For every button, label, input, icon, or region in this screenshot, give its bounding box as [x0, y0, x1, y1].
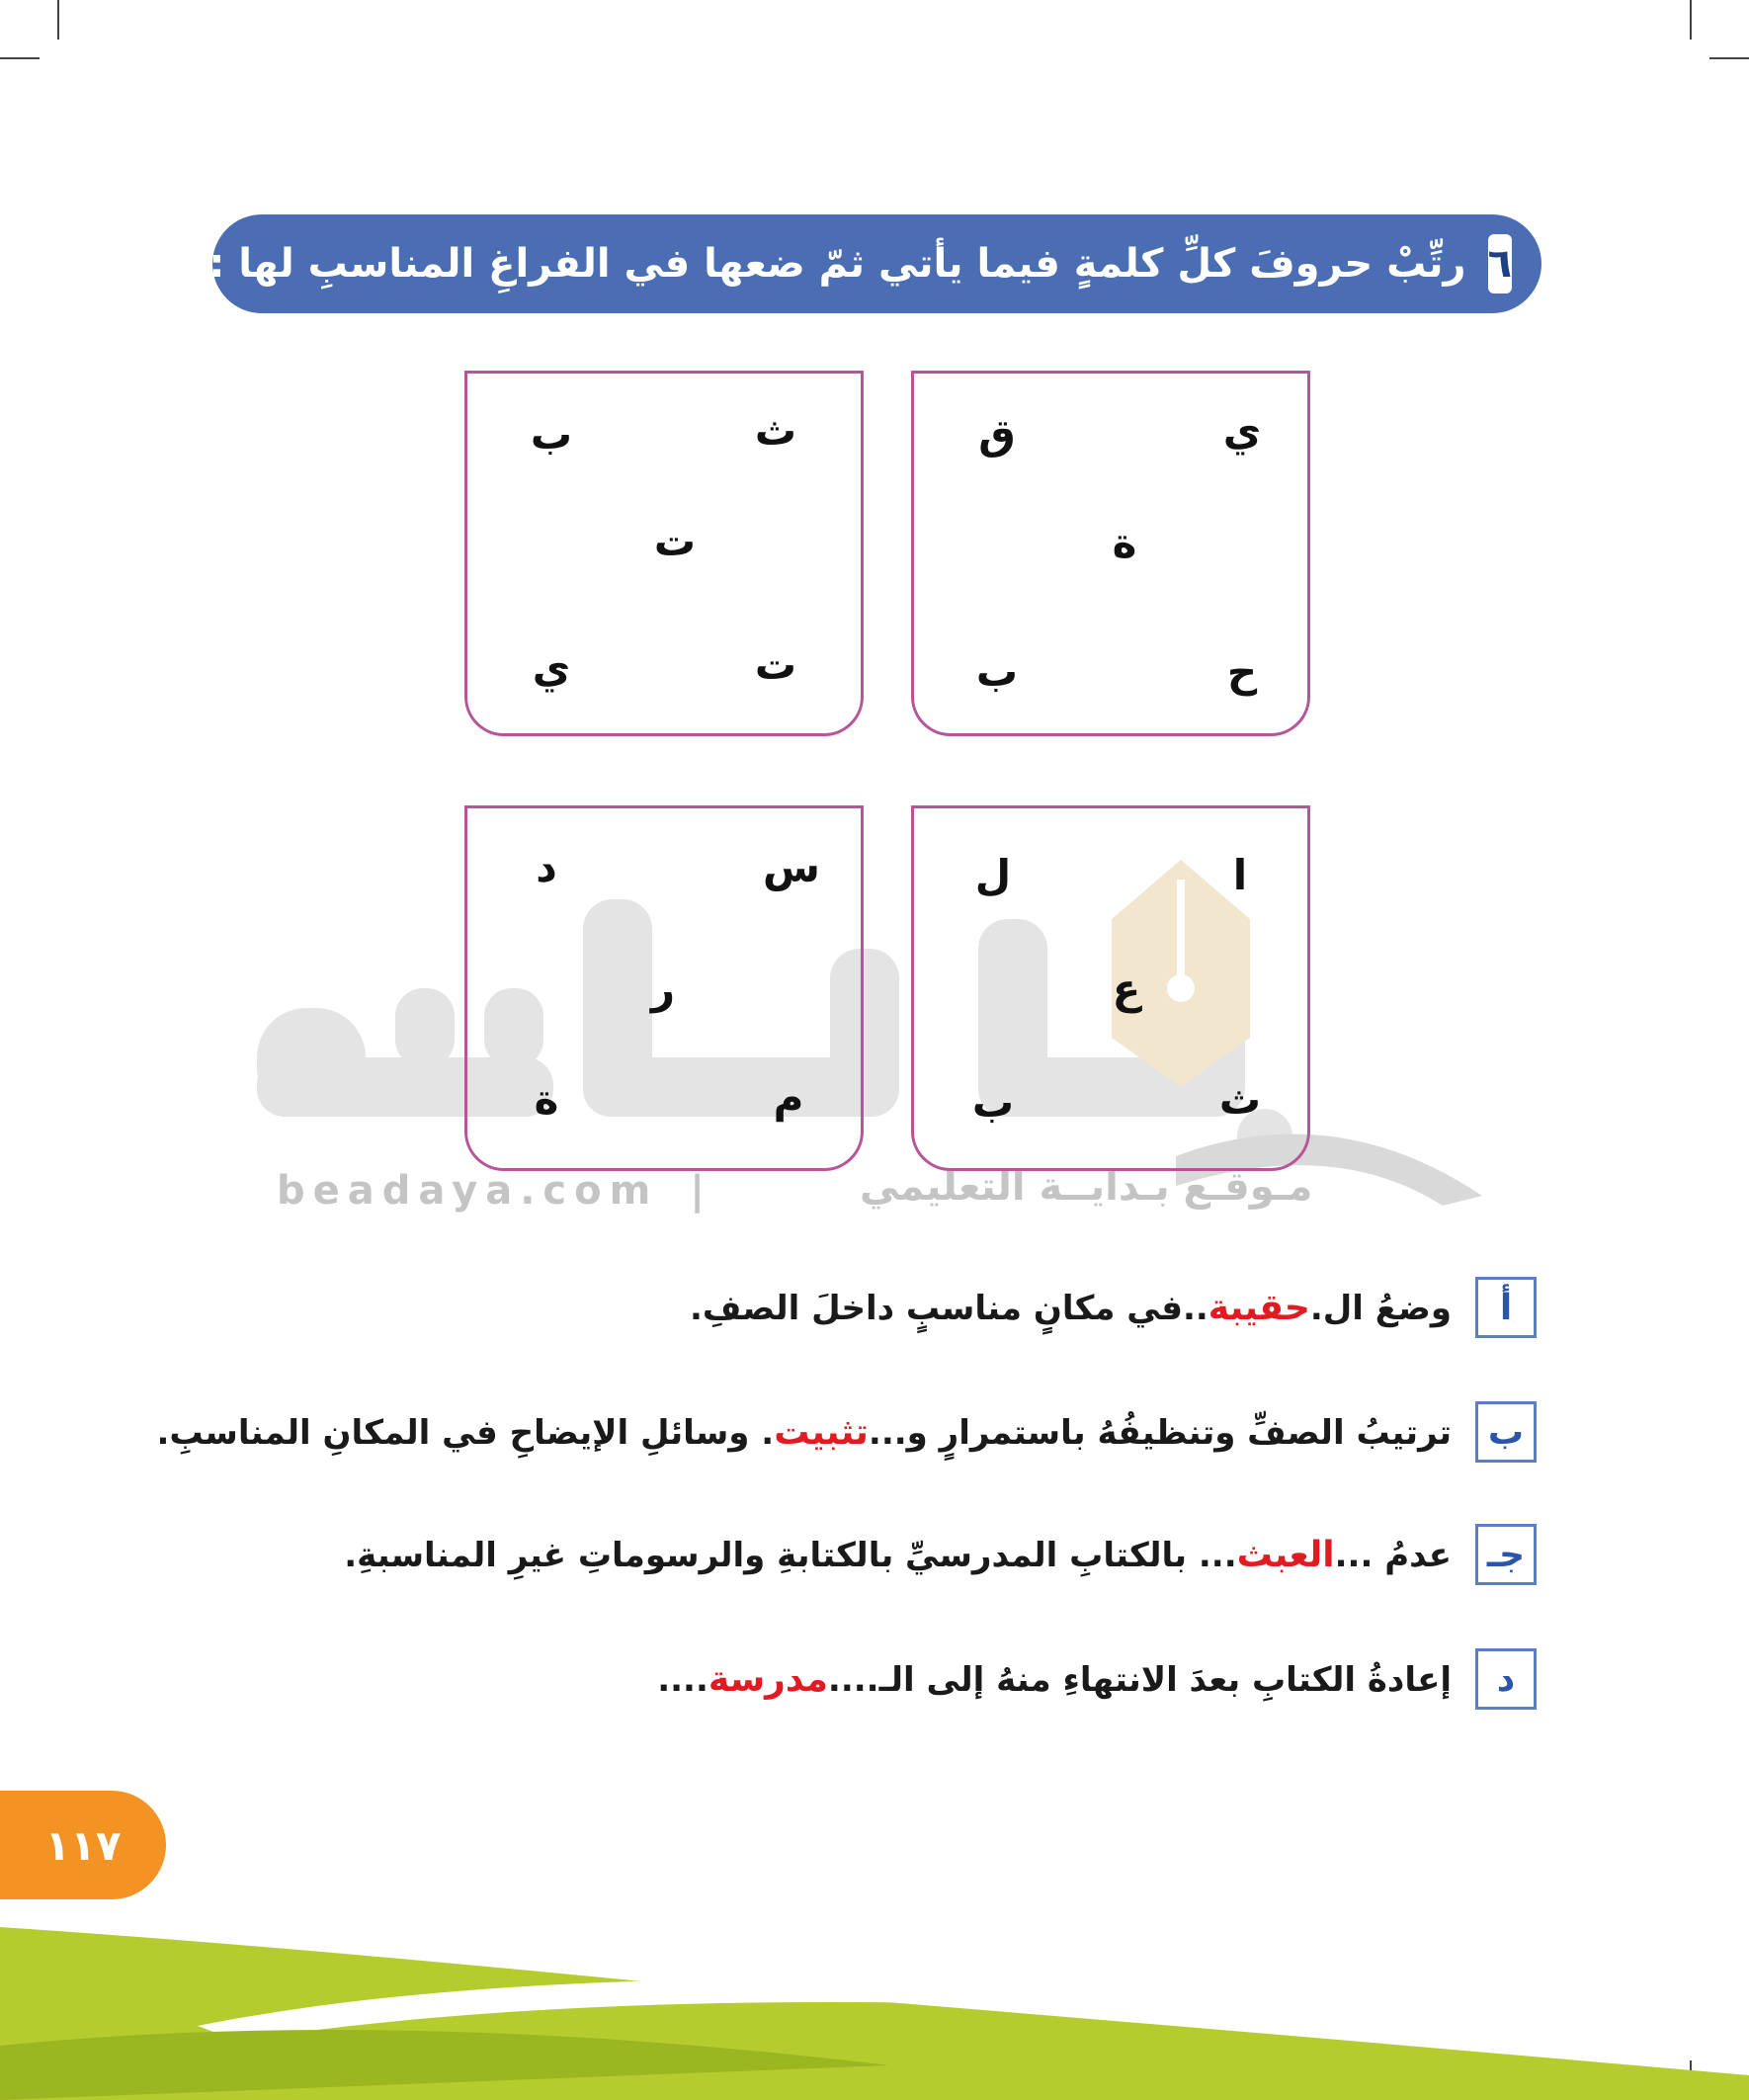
letter: س [763, 843, 820, 891]
letter: ح [1226, 647, 1258, 696]
crop-mark [57, 0, 59, 40]
letter: ة [534, 1075, 559, 1124]
letter: ع [1112, 965, 1141, 1013]
watermark-arabic: مـوقـع بـدايــة التعليمي [860, 1164, 1313, 1210]
sentence-c [344, 1522, 1537, 1587]
letter: ب [975, 647, 1019, 696]
letter: ب [971, 1078, 1015, 1127]
sentence-label: أ [1475, 1277, 1537, 1338]
letter: ي [532, 643, 571, 692]
letter: ت [754, 640, 797, 689]
letter: ة [1112, 519, 1137, 567]
letter: ث [1218, 1075, 1262, 1124]
crop-mark [0, 57, 40, 59]
sentence-a [690, 1275, 1537, 1340]
letter: ل [974, 851, 1012, 899]
letter-box [911, 805, 1310, 1171]
footer-wave [0, 1907, 1749, 2100]
letter: ي [1222, 406, 1262, 455]
letter: ت [653, 517, 697, 565]
page-number: ١١٧ [0, 1791, 166, 1899]
letter: ب [530, 410, 573, 459]
crop-mark [1709, 57, 1749, 59]
sentence-text: ترتيبُ الصفِّ وتنظيفُهُ باستمرارٍ و...تثبيت. وسائلِ الإيضاحِ في المكانِ المناسبِ. [156, 1411, 1452, 1453]
sentence-label: د [1475, 1648, 1537, 1710]
sentence-text: إعادةُ الكتابِ بعدَ الانتهاءِ منهُ إلى الـ....مدرسة.... [657, 1658, 1452, 1700]
exercise-number: ٦ [1488, 234, 1512, 294]
letter: م [773, 1073, 804, 1122]
sentence-text: عدمُ ...العبث... بالكتابِ المدرسيِّ بالكتابةِ والرسوماتِ غيرِ المناسبةِ. [344, 1534, 1452, 1575]
sentence-b [156, 1399, 1537, 1465]
sentence-text: وضعُ ال.حقيبة..في مكانٍ مناسبٍ داخلَ الصفِ. [689, 1287, 1452, 1328]
crop-mark [1690, 0, 1692, 40]
letter: ر [650, 965, 676, 1013]
exercise-instruction: رتِّبْ حروفَ كلِّ كلمةٍ فيما يأتي ثمّ ضعها في الفراغِ المناسبِ لها : [208, 241, 1466, 287]
answer-text: العبث [1236, 1534, 1335, 1575]
exercise-header [208, 214, 1541, 313]
answer-text: مدرسة [708, 1658, 828, 1700]
sentence-label: جـ [1475, 1524, 1537, 1585]
letter-box [464, 805, 864, 1171]
watermark-url: beadaya.com | [277, 1168, 705, 1214]
letter-box [464, 371, 864, 736]
answer-text: حقيبة [1208, 1287, 1310, 1328]
answer-text: تثبيت [774, 1411, 869, 1453]
sentence-d [657, 1646, 1537, 1712]
sentence-label: ب [1475, 1401, 1537, 1463]
letter-box [911, 371, 1310, 736]
watermark-logo [257, 860, 1502, 1216]
letter: ث [754, 406, 797, 455]
letter: ق [978, 410, 1016, 459]
letter: ا [1232, 851, 1248, 899]
letter: د [536, 843, 557, 891]
